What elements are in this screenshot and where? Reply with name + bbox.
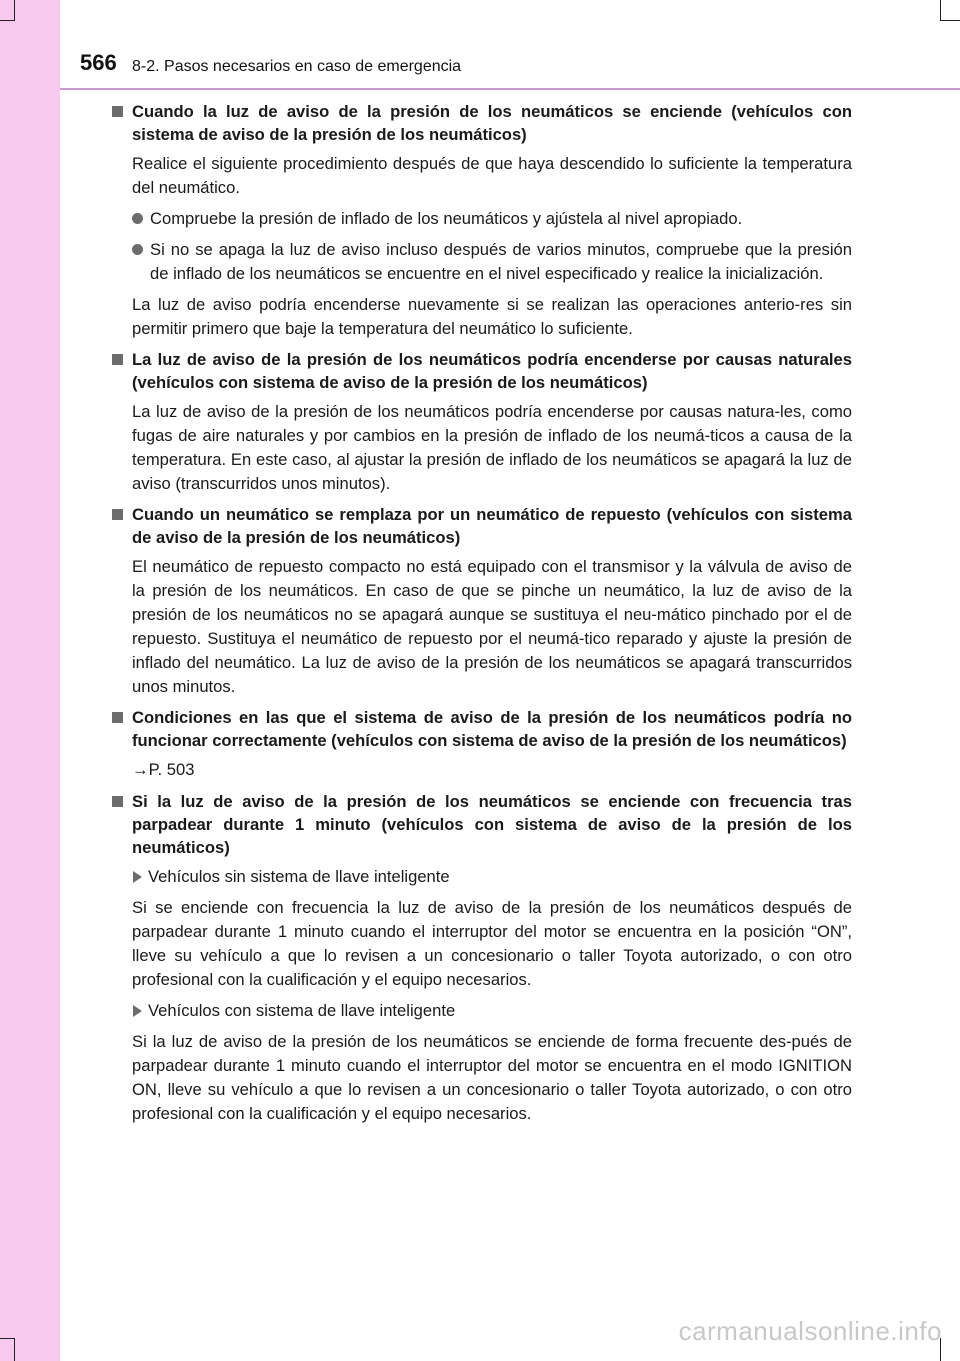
paragraph: La luz de aviso de la presión de los neumáticos podría encenderse por causas natura-les, como fugas de aire naturales y por cambios en la presión de inflado de los neumá-ticos a causa de la temperatura. En este caso, al ajustar la presión de inflado de los neumáticos se apagará la luz de aviso (transcurridos unos minutos). (132, 402, 852, 493)
list-item (110, 207, 852, 231)
section-heading (110, 790, 852, 859)
crop-mark-top-left-v (14, 0, 15, 21)
square-bullet-icon (112, 796, 123, 807)
subheading-text: Vehículos sin sistema de llave inteligente (148, 867, 450, 886)
triangle-bullet-icon (133, 1005, 142, 1017)
crop-mark-bottom-left (0, 1338, 14, 1339)
page-reference-link[interactable]: →P. 503 (132, 760, 195, 779)
paragraph: Si la luz de aviso de la presión de los neumáticos se enciende de forma frecuente des-pués de parpadear durante 1 minuto cuando el interruptor del motor se encuentra en el modo IGNITION ON, lleve su vehículo a que lo revisen a un concesionario o taller Toyota autorizado, o con otro profesional con la cualificación y el equipo necesarios. (132, 1032, 852, 1123)
crop-mark-top-right (940, 20, 960, 21)
section-heading (110, 348, 852, 394)
list-item (110, 238, 852, 286)
square-bullet-icon (112, 354, 123, 365)
section-heading-text: Cuando la luz de aviso de la presión de los neumáticos se enciende (vehículos con sistema de aviso de la presión de los neumáticos) (132, 102, 852, 144)
section-frequent-light (110, 790, 852, 1126)
watermark: carmanualsonline.info (678, 1316, 942, 1346)
paragraph: El neumático de repuesto compacto no está equipado con el transmisor y la válvula de aviso de la presión de los neumáticos. En caso de que se pinche un neumático, la luz de aviso de la presión de los neumáticos no se apagará aunque se sustituya el neu-mático pinchado por el de repuesto. Sustituya el neumático de repuesto por el neumá-tico reparado y ajuste la presión de inflado del neumático. La luz de aviso de la presión de los neumáticos se apagará transcurridos unos minutos. (132, 557, 852, 696)
square-bullet-icon (112, 509, 123, 520)
section-natural-causes (110, 348, 852, 496)
crop-mark-bottom-left-v (14, 1338, 15, 1361)
square-bullet-icon (112, 106, 123, 117)
round-bullet-icon (132, 244, 143, 255)
section-heading-text: Condiciones en las que el sistema de aviso de la presión de los neumáticos podría no funcionar correctamente (vehículos con sistema de aviso de la presión de los neumáticos) (132, 708, 852, 750)
paragraph: Realice el siguiente procedimiento después de que haya descendido lo suficiente la temperatura del neumático. (132, 154, 852, 197)
section-heading-text: Cuando un neumático se remplaza por un neumático de repuesto (vehículos con sistema de aviso de la presión de los neumáticos) (132, 505, 852, 547)
section-tpms-light-on (110, 100, 852, 341)
page-number: 566 (80, 50, 117, 75)
section-heading (110, 706, 852, 752)
subheading-text: Vehículos con sistema de llave inteligente (148, 1001, 456, 1020)
crop-mark-top-left (0, 20, 14, 21)
header-rule (60, 88, 960, 90)
triangle-bullet-icon (133, 871, 142, 883)
list-item-text: Compruebe la presión de inflado de los neumáticos y ajústela al nivel apropiado. (150, 209, 743, 228)
paragraph: La luz de aviso podría encenderse nuevamente si se realizan las operaciones anterio-res sin permitir primero que baje la temperatura del neumático lo suficiente. (132, 295, 852, 338)
crop-mark-top-right-v (940, 0, 941, 21)
section-heading (110, 503, 852, 549)
subheading (110, 865, 852, 889)
square-bullet-icon (112, 712, 123, 723)
section-heading (110, 100, 852, 146)
section-title: 8-2. Pasos necesarios en caso de emergencia (132, 58, 462, 75)
subheading (110, 999, 852, 1023)
paragraph: Si se enciende con frecuencia la luz de aviso de la presión de los neumáticos después de parpadear durante 1 minuto cuando el interruptor del motor se encuentra en la posición “ON”, lleve su vehículo a que lo revisen a un concesionario o taller Toyota autorizado, o con otro profesional con la cualificación y el equipo necesarios. (132, 898, 852, 989)
section-heading-text: Si la luz de aviso de la presión de los neumáticos se enciende con frecuencia tras parpadear durante 1 minuto (vehículos con sistema de aviso de la presión de los neumáticos) (132, 792, 852, 857)
round-bullet-icon (132, 213, 143, 224)
side-color-bar (0, 0, 60, 1361)
page-content (110, 100, 852, 1133)
section-spare-tire (110, 503, 852, 699)
section-malfunction-conditions (110, 706, 852, 782)
list-item-text: Si no se apaga la luz de aviso incluso después de varios minutos, compruebe que la presión de inflado de los neumáticos se encuentre en el nivel especificado y realice la inicialización. (150, 240, 852, 283)
section-heading-text: La luz de aviso de la presión de los neumáticos podría encenderse por causas naturales (vehículos con sistema de aviso de la presión de los neumáticos) (132, 350, 852, 392)
